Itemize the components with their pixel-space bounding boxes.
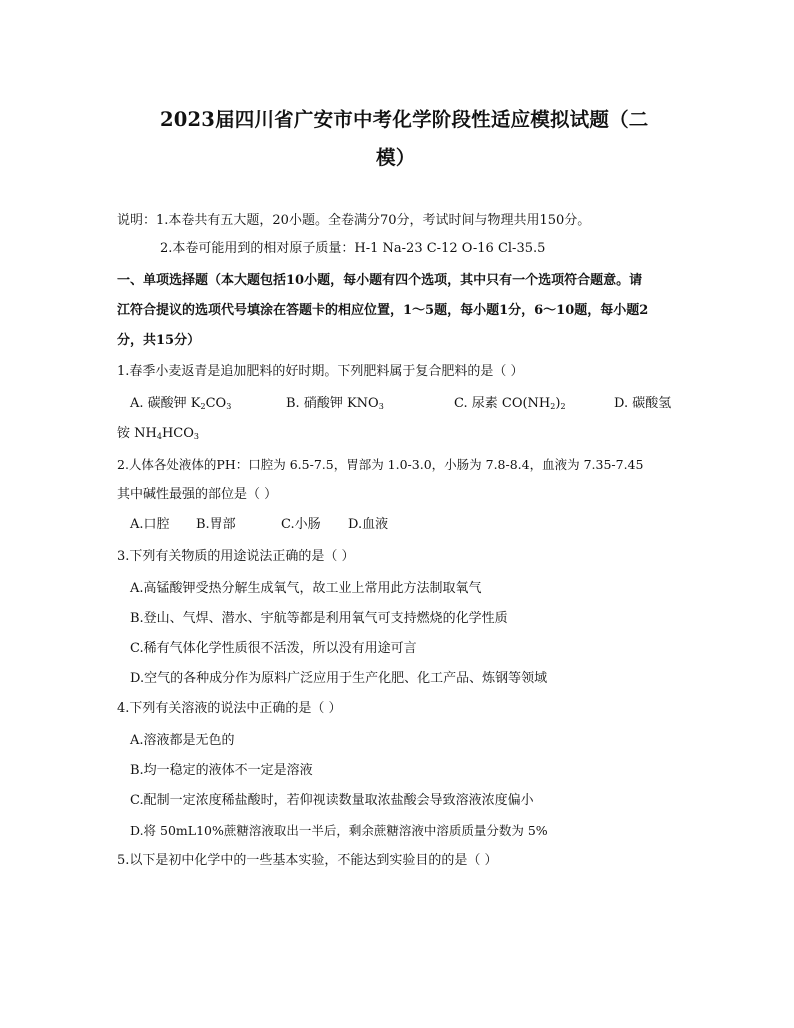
question-1-stem: 1.春季小麦返青是追加肥料的好时期。下列肥料属于复合肥料的是（ ） (117, 364, 524, 379)
instructions-line-1: 说明：1.本卷共有五大题，20小题。全卷满分70分，考试时间与物理共用150分。 (117, 213, 591, 228)
question-4-option-b: B.均一稳定的液体不一定是溶液 (130, 763, 313, 778)
question-2-option-c: C.小肠 (281, 517, 321, 532)
question-3-stem: 3.下列有关物质的用途说法正确的是（ ） (117, 549, 355, 564)
question-1-option-d: D. 碳酸氢 (614, 396, 672, 411)
section-1-header-line-1: 一、单项选择题（本大题包括10小题，每小题有四个选项，其中只有一个选项符合题意。请 (117, 273, 643, 288)
question-3-option-a: A.高锰酸钾受热分解生成氧气，故工业上常用此方法制取氧气 (130, 581, 482, 596)
question-2-option-a: A.口腔 (130, 517, 170, 532)
question-2-stem: 2.人体各处液体的PH：口腔为 6.5-7.5，胃部为 1.0-3.0，小肠为 7.8-8.4，血液为 7.35-7.45 (117, 457, 644, 472)
question-3-option-d: D.空气的各种成分作为原料广泛应用于生产化肥、化工产品、炼钢等领域 (130, 671, 548, 686)
question-2-option-b: B.胃部 (196, 517, 236, 532)
question-1-option-a: A. 碳酸钾 $K_2CO_3$ (130, 396, 232, 411)
title-line-1: 2023届四川省广安市中考化学阶段性适应模拟试题（二 (160, 108, 649, 131)
exam-title (160, 101, 690, 177)
section-1-header-line-3: 分，共15分） (117, 333, 201, 348)
question-4-stem: 4.下列有关溶液的说法中正确的是（ ） (117, 701, 342, 716)
question-1-option-d-continued: 铵 $NH_4HCO_3$ (117, 426, 199, 441)
question-4-option-c: C.配制一定浓度稀盐酸时，若仰视读数量取浓盐酸会导致溶液浓度偏小 (130, 793, 534, 808)
question-1-option-b: B. 硝酸钾 $KNO_3$ (286, 396, 384, 411)
section-1-header-line-2: 江符合提议的选项代号填涂在答题卡的相应位置，1～5题，每小题1分，6～10题，每小题2 (117, 303, 649, 318)
instructions-line-2: 2.本卷可能用到的相对原子质量：H-1 Na-23 C-12 O-16 Cl-35.5 (160, 241, 546, 256)
question-4-option-a: A.溶液都是无色的 (130, 733, 235, 748)
title-line-2: 模） (376, 146, 416, 169)
question-2-stem-2: 其中碱性最强的部位是（ ） (117, 487, 278, 502)
question-1-option-c: C. 尿素 $CO(NH_2)_2$ (454, 396, 566, 411)
question-2-option-d: D.血液 (348, 517, 389, 532)
question-3-option-c: C.稀有气体化学性质很不活泼，所以没有用途可言 (130, 641, 417, 656)
question-3-option-b: B.登山、气焊、潜水、宇航等都是利用氧气可支持燃烧的化学性质 (130, 611, 508, 626)
question-4-option-d: D.将 50mL10%蔗糖溶液取出一半后，剩余蔗糖溶液中溶质质量分数为 5% (130, 823, 548, 838)
question-5-stem: 5.以下是初中化学中的一些基本实验，不能达到实验目的的是（ ） (117, 853, 498, 868)
